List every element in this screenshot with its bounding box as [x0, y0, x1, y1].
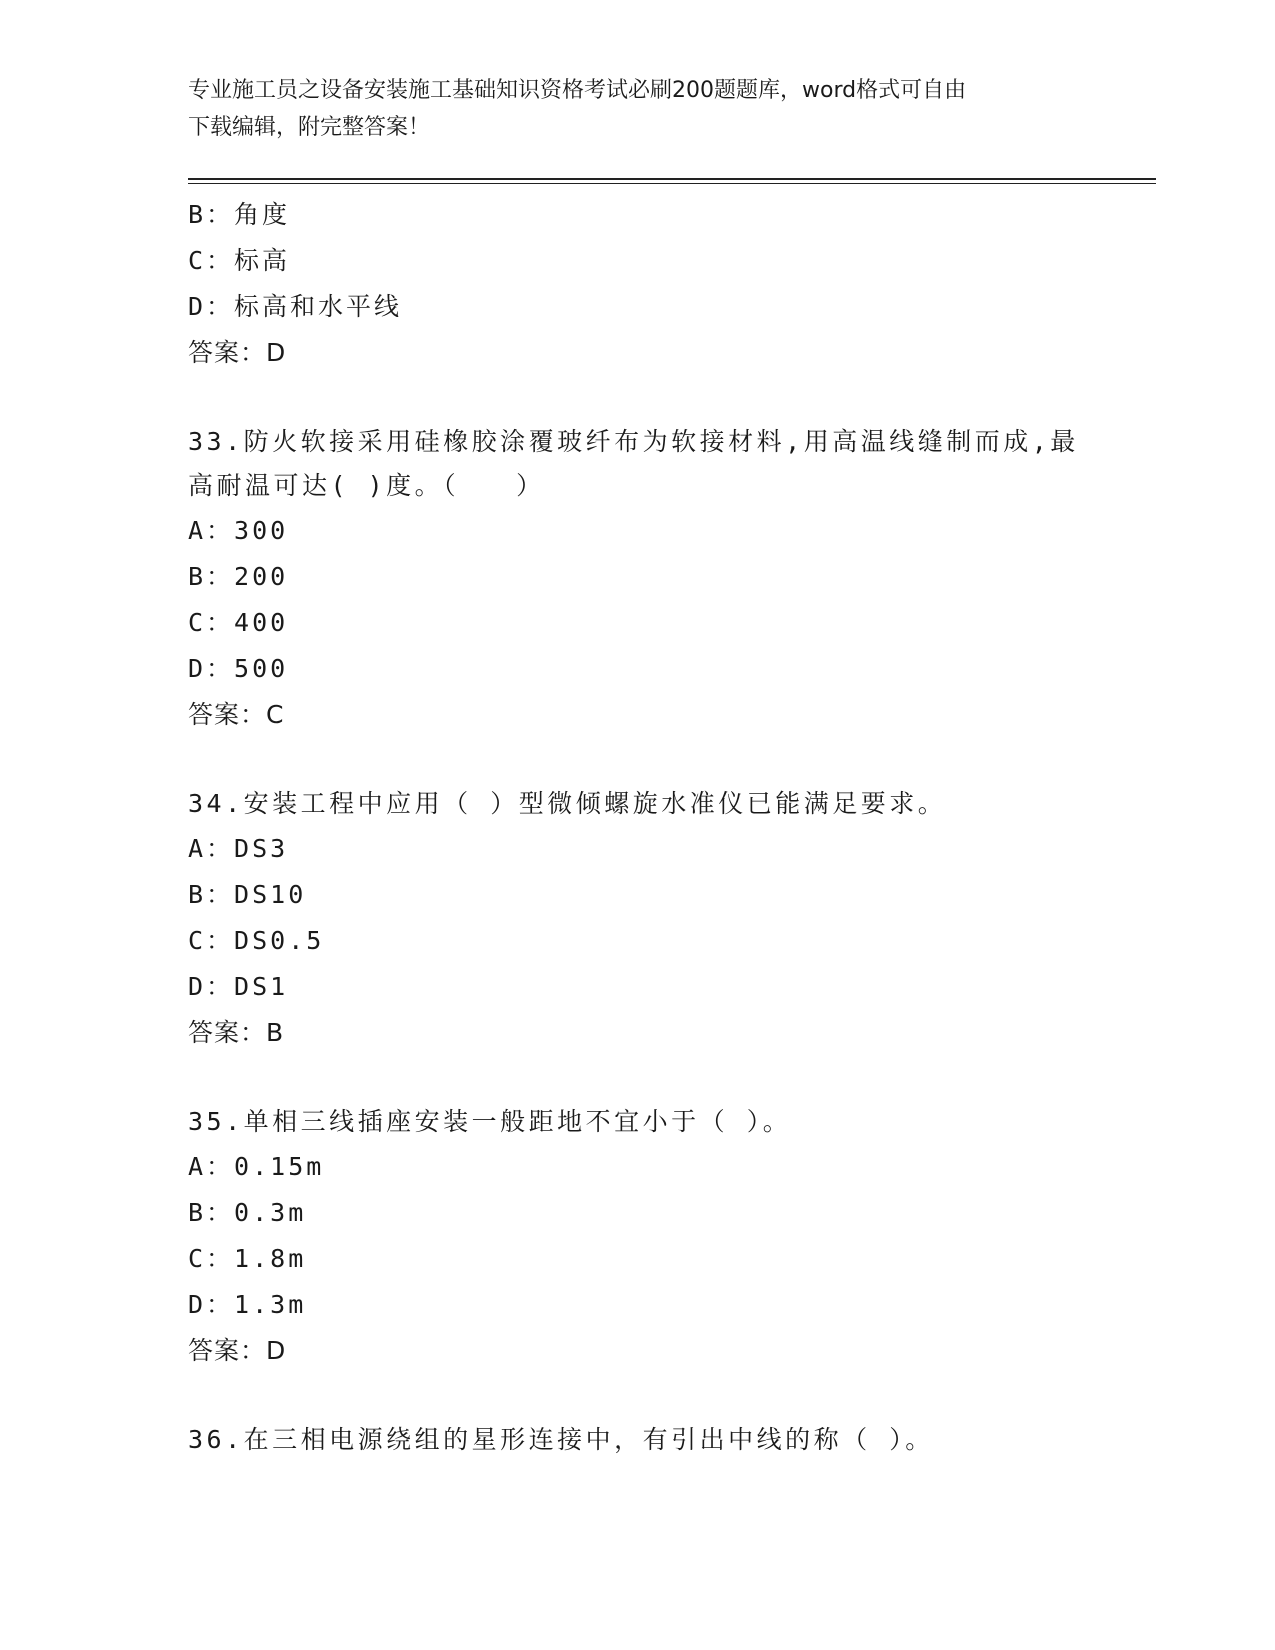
question-stem: 34.安装工程中应用（ ）型微倾螺旋水准仪已能满足要求。: [188, 789, 947, 818]
answer: 答案：C: [188, 700, 285, 729]
option-a: A：0.15m: [188, 1152, 325, 1181]
option-b: B：DS10: [188, 880, 307, 909]
question-35: [188, 1100, 1088, 1374]
option-d: D：标高和水平线: [188, 292, 403, 321]
option-c: C：400: [188, 608, 289, 637]
header-rule-thin: [188, 183, 1156, 184]
spacer: [188, 1374, 1088, 1418]
spacer: [188, 1056, 1088, 1100]
answer: 答案：D: [188, 338, 287, 367]
header-title-line-1: 专业施工员之设备安装施工基础知识资格考试必刷200题题库，word格式可自由: [188, 78, 967, 103]
answer: 答案：D: [188, 1336, 287, 1365]
question-stem-line-2: 高耐温可达( )度。（ ）: [188, 471, 545, 500]
question-33: [188, 420, 1088, 738]
option-a: A：300: [188, 516, 289, 545]
header-rule-thick: [188, 178, 1156, 180]
option-c: C：1.8m: [188, 1244, 307, 1273]
question-stem: 36.在三相电源绕组的星形连接中，有引出中线的称（ ）。: [188, 1425, 934, 1454]
question-list: [188, 192, 1088, 1462]
option-a: A：DS3: [188, 834, 289, 863]
option-d: D：1.3m: [188, 1290, 307, 1319]
option-c: C：标高: [188, 246, 291, 275]
spacer: [188, 738, 1088, 782]
option-b: B：角度: [188, 200, 291, 229]
question-34: [188, 782, 1088, 1056]
question-stem: 35.单相三线插座安装一般距地不宜小于（ ）。: [188, 1107, 792, 1136]
option-b: B：0.3m: [188, 1198, 307, 1227]
document-header: [188, 72, 1088, 146]
question-36: [188, 1418, 1088, 1462]
header-title-line-2: 下载编辑，附完整答案！: [188, 115, 431, 140]
spacer: [188, 376, 1088, 420]
option-d: D：DS1: [188, 972, 289, 1001]
option-d: D：500: [188, 654, 289, 683]
option-c: C：DS0.5: [188, 926, 325, 955]
question-32: [188, 192, 1088, 376]
answer: 答案：B: [188, 1018, 285, 1047]
question-stem-line-1: 33.防火软接采用硅橡胶涂覆玻纤布为软接材料,用高温线缝制而成,最: [188, 427, 1079, 456]
option-b: B：200: [188, 562, 289, 591]
